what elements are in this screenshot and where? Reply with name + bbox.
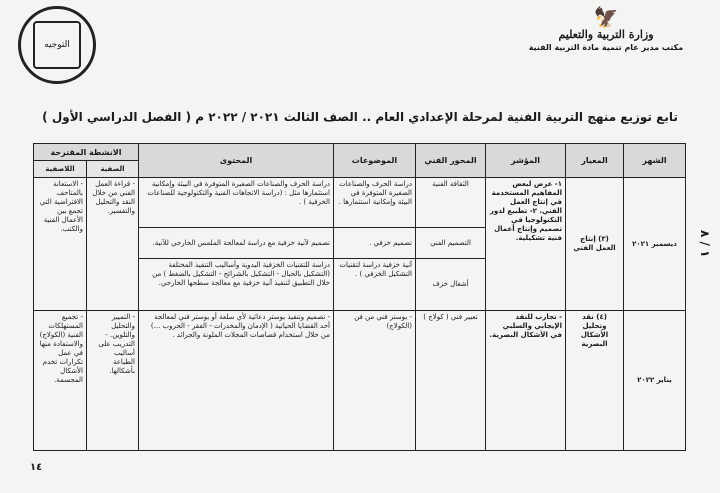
cell-content: دراسة الحرف والصناعات الصغيرة المتوفرة في البيئة وإمكانية استثمارها مثل : (دراسة الاتجاهات الفنية والتكنولوجية للصناعات الخزفية ) . <box>139 178 334 228</box>
cell-topics: آنية خزفية دراسة لتقنيات التشكيل الخزفي ) . <box>334 259 416 311</box>
ministry-header <box>516 6 696 52</box>
cell-class-activity: - قراءة العمل الفني من خلال النقد والتحليل والتفسير. <box>87 178 139 311</box>
cell-month: يناير ٢٠٢٢ <box>624 311 686 451</box>
cell-axis: تعبير فني ( كولاج ) <box>416 311 486 451</box>
cell-content: تصميم لآنية خزفية مع دراسة لمعالجة الملمس الخارجي للآنية. <box>139 228 334 259</box>
header-standard: المعيار <box>566 144 624 178</box>
eagle-emblem-icon: 🦅 <box>593 5 619 29</box>
document-title: تابع توزيع منهج التربية الفنية لمرحلة الإعدادي العام .. الصف الثالث ٢٠٢١ / ٢٠٢٢ م ( الفصل الدراسي الأول ) <box>42 110 678 124</box>
header-indicator: المؤشر <box>486 144 566 178</box>
header-topics: الموضوعات <box>334 144 416 178</box>
cell-standard: (٤) نقد وتحليل الأشكال البصرية <box>566 311 624 451</box>
institution-logo <box>18 6 96 84</box>
cell-indicator: - تجارب للنقد الإيجابي والسلبي في الأشكال البصرية. <box>486 311 566 451</box>
header-axis: المحور الفني <box>416 144 486 178</box>
header-month: الشهر <box>624 144 686 178</box>
cell-axis: الثقافة الفنية <box>416 178 486 228</box>
cell-axis: أشغال خزف <box>416 259 486 311</box>
cell-standard: (٣) إنتاج العمل الفني <box>566 178 624 311</box>
ministry-name: وزارة التربية والتعليم <box>558 28 654 41</box>
cell-extra-activity: - تجميع المستهلكات الفنية (الكولاج) والاستفادة منها في عمل تكرارات تخدم الأشكال المجسمة. <box>34 311 87 451</box>
cell-month: ديسمبر ٢٠٢١ <box>624 178 686 311</box>
cell-class-activity: - التمييز والتحليل والتلوين. - التدريب على أساليب الطباعة بأشكالها. <box>87 311 139 451</box>
cell-indicator: ١- عرض لبعض المفاهيم المستخدمة في إنتاج العمل الفني. ٢- تطبيع لدور التكنولوجيا في تصميم وإنتاج أعمال فنية تشكيلية. <box>486 178 566 311</box>
cell-topics: - بوستر فني من فن (الكولاج) <box>334 311 416 451</box>
cell-content: دراسة للتقنيات الخزفية اليدوية وأساليب التنفيذ المختلفة (التشكيل بالحبال - التشكيل بالشرائح - التشكيل بالضغط ) من خلال التطبيق لتنفيذ آنية خزفية مع معالجة سطحها الخارجي. <box>139 259 334 311</box>
curriculum-table <box>33 143 686 451</box>
cell-topics: تصميم خزفي . <box>334 228 416 259</box>
header-extra-activity: اللاصفية <box>34 161 87 178</box>
cell-extra-activity: - الاستعانة بالمتاحف الافتراضية التي تجمع بين الأعمال الفنية والكتب. <box>34 178 87 311</box>
side-mark: ١ / ٨ <box>698 230 712 258</box>
cell-content: - تصميم وتنفيذ بوستر دعائية لأي سلعة أو بوستر فني لمعالجة أحد القضايا الحياتية ( الإدمان والمخدرات - الفقر - الحروب ...) من خلال استخدام قصاصات المجلات الملونة والجرائد . <box>139 311 334 451</box>
table-row <box>34 178 686 228</box>
office-name: مكتب مدير عام تنمية مادة التربية الفنية <box>528 43 684 52</box>
header-content: المحتوى <box>139 144 334 178</box>
header-activities: الانشطة المقترحة <box>34 144 139 161</box>
header-class-activity: الصفية <box>87 161 139 178</box>
table-row <box>34 311 686 451</box>
cell-axis: التصميم الفني <box>416 228 486 259</box>
logo-emblem: التوجيه <box>33 21 81 69</box>
page-number: ١٤ <box>30 462 43 473</box>
cell-topics: دراسة الحرف والصناعات الصغيرة المتوفرة في البيئة وإمكانية استثمارها . <box>334 178 416 228</box>
